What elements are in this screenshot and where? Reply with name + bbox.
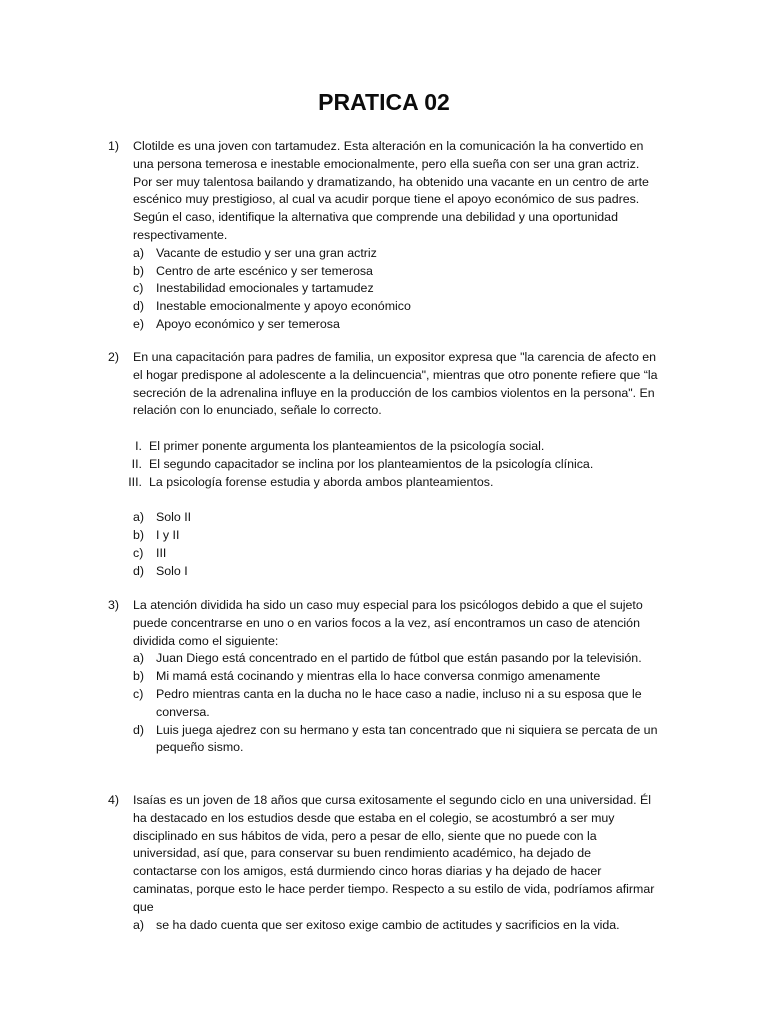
question-text: Isaías es un joven de 18 años que cursa exitosamente el segundo ciclo en una universidad. Él ha destacado en los estudios desde que estaba en el colegio, se acostumbró a ser muy disciplinado en sus hábitos de vida, pero a pesar de ello, siente que no puede con la universidad, así que, para conservar su buen rendimiento académico, ha dejado de contactarse con los amigos, está durmiendo cinco horas diarias y ha dejado de hacer caminatas, porque esto le hace perder tiempo. Respecto a su estilo de vida, podríamos afirmar que (133, 793, 655, 914)
page-title: PRATICA 02 (318, 89, 450, 115)
statement-label: II. (131, 456, 142, 471)
option-text: Centro de arte escénico y ser temerosa (156, 263, 373, 278)
option-label: a) (133, 917, 145, 932)
option-label: c) (133, 281, 144, 296)
statement-label: I. (135, 438, 142, 453)
options-list (133, 509, 658, 580)
option-text: Vacante de estudio y ser una gran actriz (156, 245, 377, 260)
statement-text: El segundo capacitador se inclina por los planteamientos de la psicología clínica. (149, 456, 594, 471)
question-3 (108, 597, 658, 757)
statement-text: El primer ponente argumenta los planteamientos de la psicología social. (149, 438, 545, 453)
option (133, 263, 658, 281)
statements-list (108, 438, 658, 491)
question-number: 4) (108, 793, 120, 807)
option-text: Apoyo económico y ser temerosa (156, 316, 340, 331)
statement (108, 456, 658, 474)
option (133, 917, 658, 935)
option-label: b) (133, 527, 145, 542)
option-text: I y II (156, 527, 180, 542)
option-text: Solo II (156, 510, 192, 525)
question-1 (108, 138, 658, 334)
option-text: Luis juega ajedrez con su hermano y esta tan concentrado que ni siquiera se percata de un pequeño sismo. (156, 722, 658, 755)
option-text: se ha dado cuenta que ser exitoso exige cambio de actitudes y sacrificios en la vida. (156, 917, 620, 932)
option (133, 509, 658, 527)
question-number: 1) (108, 139, 120, 153)
statement-label: III. (128, 474, 142, 489)
option-text: Pedro mientras canta en la ducha no le hace caso a nadie, incluso ni a su esposa que le conversa. (156, 686, 642, 719)
options-list (133, 650, 658, 757)
question-2 (108, 349, 658, 580)
statement (108, 474, 658, 492)
option-label: a) (133, 510, 145, 525)
options-list (133, 245, 658, 334)
option-label: a) (133, 245, 145, 260)
option-label: a) (133, 651, 145, 666)
option (133, 245, 658, 263)
option-text: Juan Diego está concentrado en el partido de fútbol que están pasando por la televisión. (156, 651, 642, 666)
option-text: Inestable emocionalmente y apoyo económico (156, 299, 411, 314)
option (133, 668, 658, 686)
statement (108, 438, 658, 456)
option-text: III (156, 545, 167, 560)
option-label: b) (133, 263, 145, 278)
question-number: 2) (108, 350, 120, 364)
option (133, 545, 658, 563)
question-number: 3) (108, 598, 120, 612)
question-4 (108, 792, 658, 934)
option (133, 527, 658, 545)
option-label: b) (133, 669, 145, 684)
option-label: c) (133, 545, 144, 560)
options-list (133, 917, 658, 935)
option (133, 280, 658, 298)
option (133, 686, 658, 722)
option-label: c) (133, 686, 144, 701)
question-text: La atención dividida ha sido un caso muy especial para los psicólogos debido a que el sujeto puede concentrarse en uno o en varios focos a la vez, así encontramos un caso de atención dividida como el siguiente: (133, 598, 643, 648)
option-label: d) (133, 722, 145, 737)
option-label: d) (133, 299, 145, 314)
option-label: e) (133, 316, 145, 331)
option-text: Inestabilidad emocionales y tartamudez (156, 281, 374, 296)
option (133, 650, 658, 668)
option-label: d) (133, 563, 145, 578)
option (133, 316, 658, 334)
option (133, 563, 658, 581)
question-text: En una capacitación para padres de familia, un expositor expresa que "la carencia de afecto en el hogar predispone al adolescente a la delincuencia", mientras que otro ponente refiere que “la secreción de la adrenalina influye en la producción de los cambios violentos en la persona". En relación con lo enunciado, señale lo correcto. (133, 350, 658, 418)
option (133, 298, 658, 316)
option-text: Mi mamá está cocinando y mientras ella lo hace conversa conmigo amenamente (156, 669, 601, 684)
option (133, 722, 658, 758)
statement-text: La psicología forense estudia y aborda ambos planteamientos. (149, 474, 494, 489)
option-text: Solo I (156, 563, 188, 578)
question-text: Clotilde es una joven con tartamudez. Esta alteración en la comunicación la ha convertido en una persona temerosa e inestable emocionalmente, pero ella sueña con ser una gran actriz. Por ser muy talentosa bailando y dramatizando, ha obtenido una vacante en un centro de arte escénico muy prestigioso, al cual va acudir porque tiene el apoyo económico de sus padres. Según el caso, identifique la alternativa que comprende una debilidad y una oportunidad respectivamente. (133, 139, 649, 242)
